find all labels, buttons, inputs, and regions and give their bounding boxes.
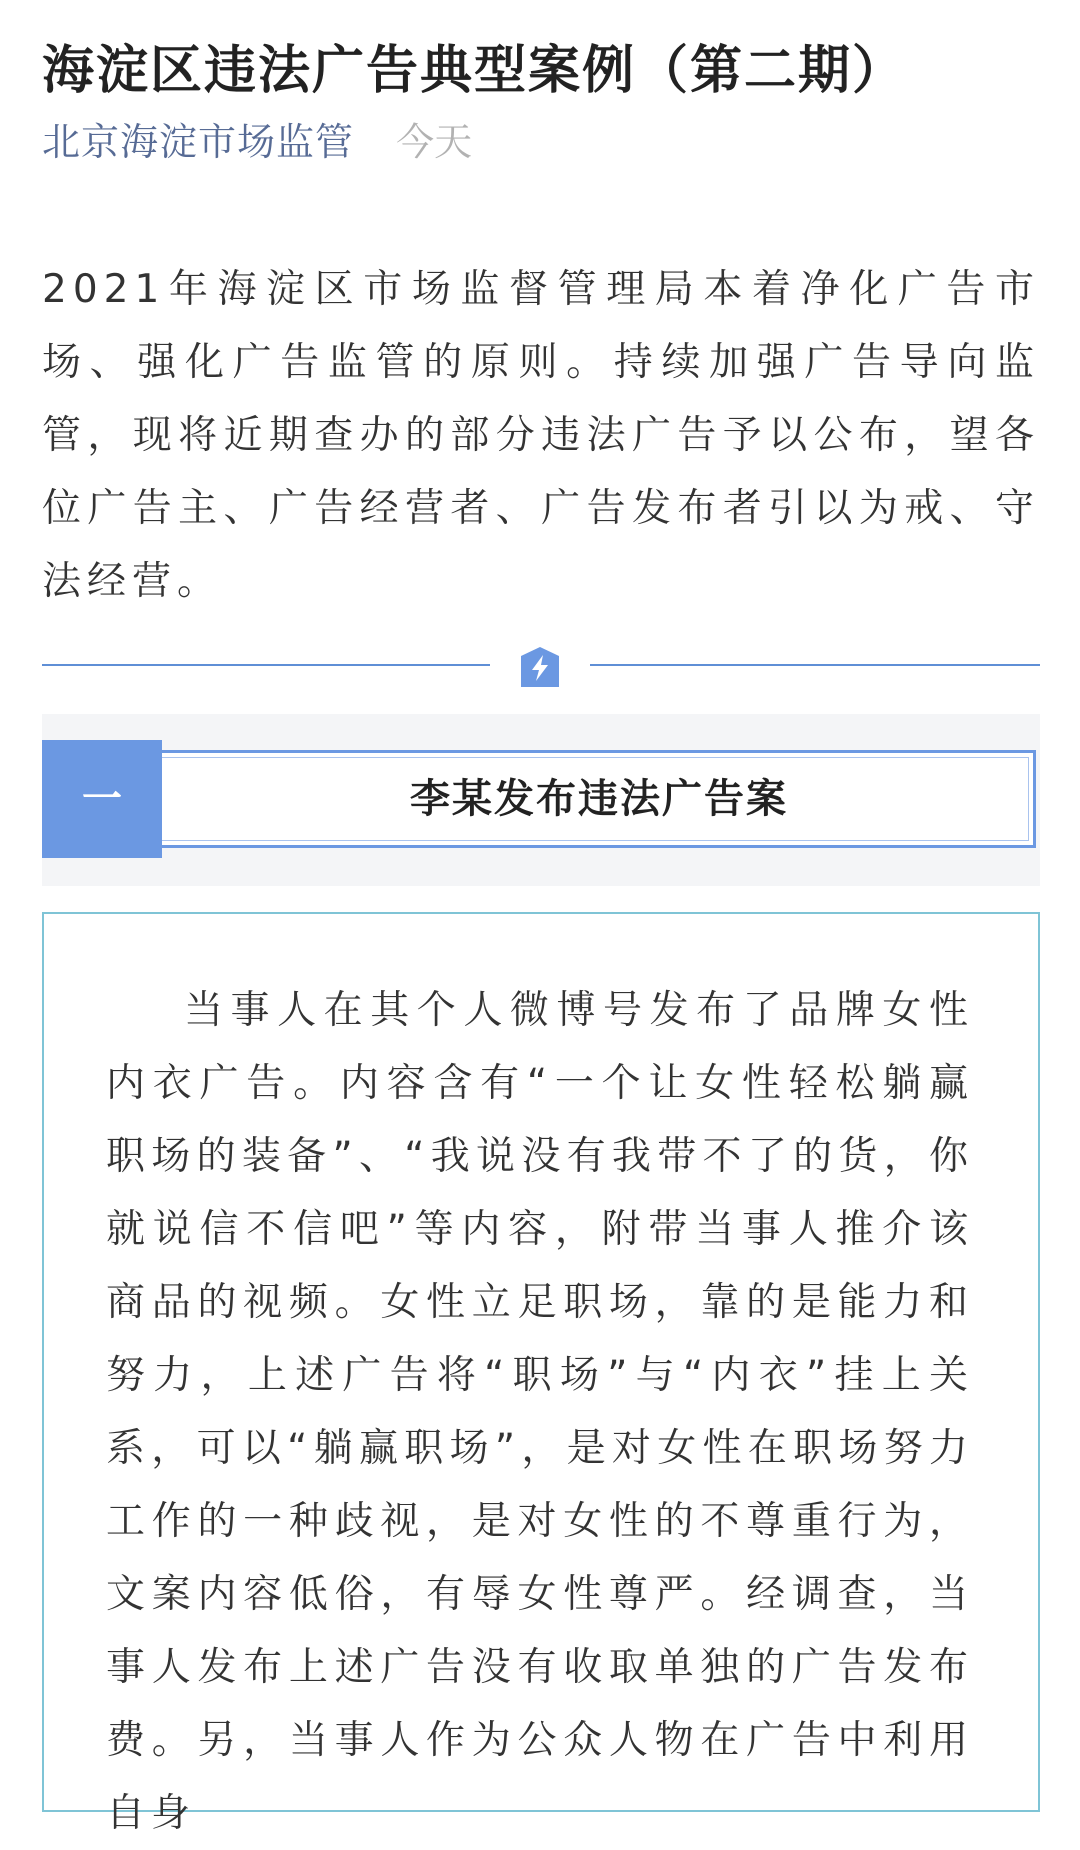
- divider-line-right: [590, 664, 1040, 666]
- section-title-frame: [162, 750, 1036, 848]
- publish-time: 今天: [396, 120, 473, 164]
- article-meta: [42, 112, 472, 172]
- section-number-badge: 一: [42, 740, 162, 858]
- section-title: 李某发布违法广告案: [410, 776, 788, 822]
- case-body-paragraph: 当事人在其个人微博号发布了品牌女性内衣广告。内容含有“一个让女性轻松躺赢职场的装备”、“我说没有我带不了的货，你就说信不信吧”等内容，附带当事人推介该商品的视频。女性立足职场，靠的是能力和努力，上述广告将“职场”与“内衣”挂上关系，可以“躺赢职场”，是对女性在职场努力工作的一种歧视，是对女性的不尊重行为，文案内容低俗，有辱女性尊严。经调查，当事人发布上述广告没有收取单独的广告发布费。另，当事人作为公众人物在广告中利用自身: [106, 988, 974, 1836]
- divider-line-left: [42, 664, 490, 666]
- intro-paragraph: 2021年海淀区市场监督管理局本着净化广告市场、强化广告监管的原则。持续加强广告导向监管，现将近期查办的部分违法广告予以公布，望各位广告主、广告经营者、广告发布者引以为戒、守法经营。: [42, 267, 1040, 604]
- account-name-link[interactable]: 北京海淀市场监管: [42, 120, 355, 164]
- article-title: 海淀区违法广告典型案例（第二期）: [42, 40, 907, 101]
- lightning-icon: [518, 646, 562, 688]
